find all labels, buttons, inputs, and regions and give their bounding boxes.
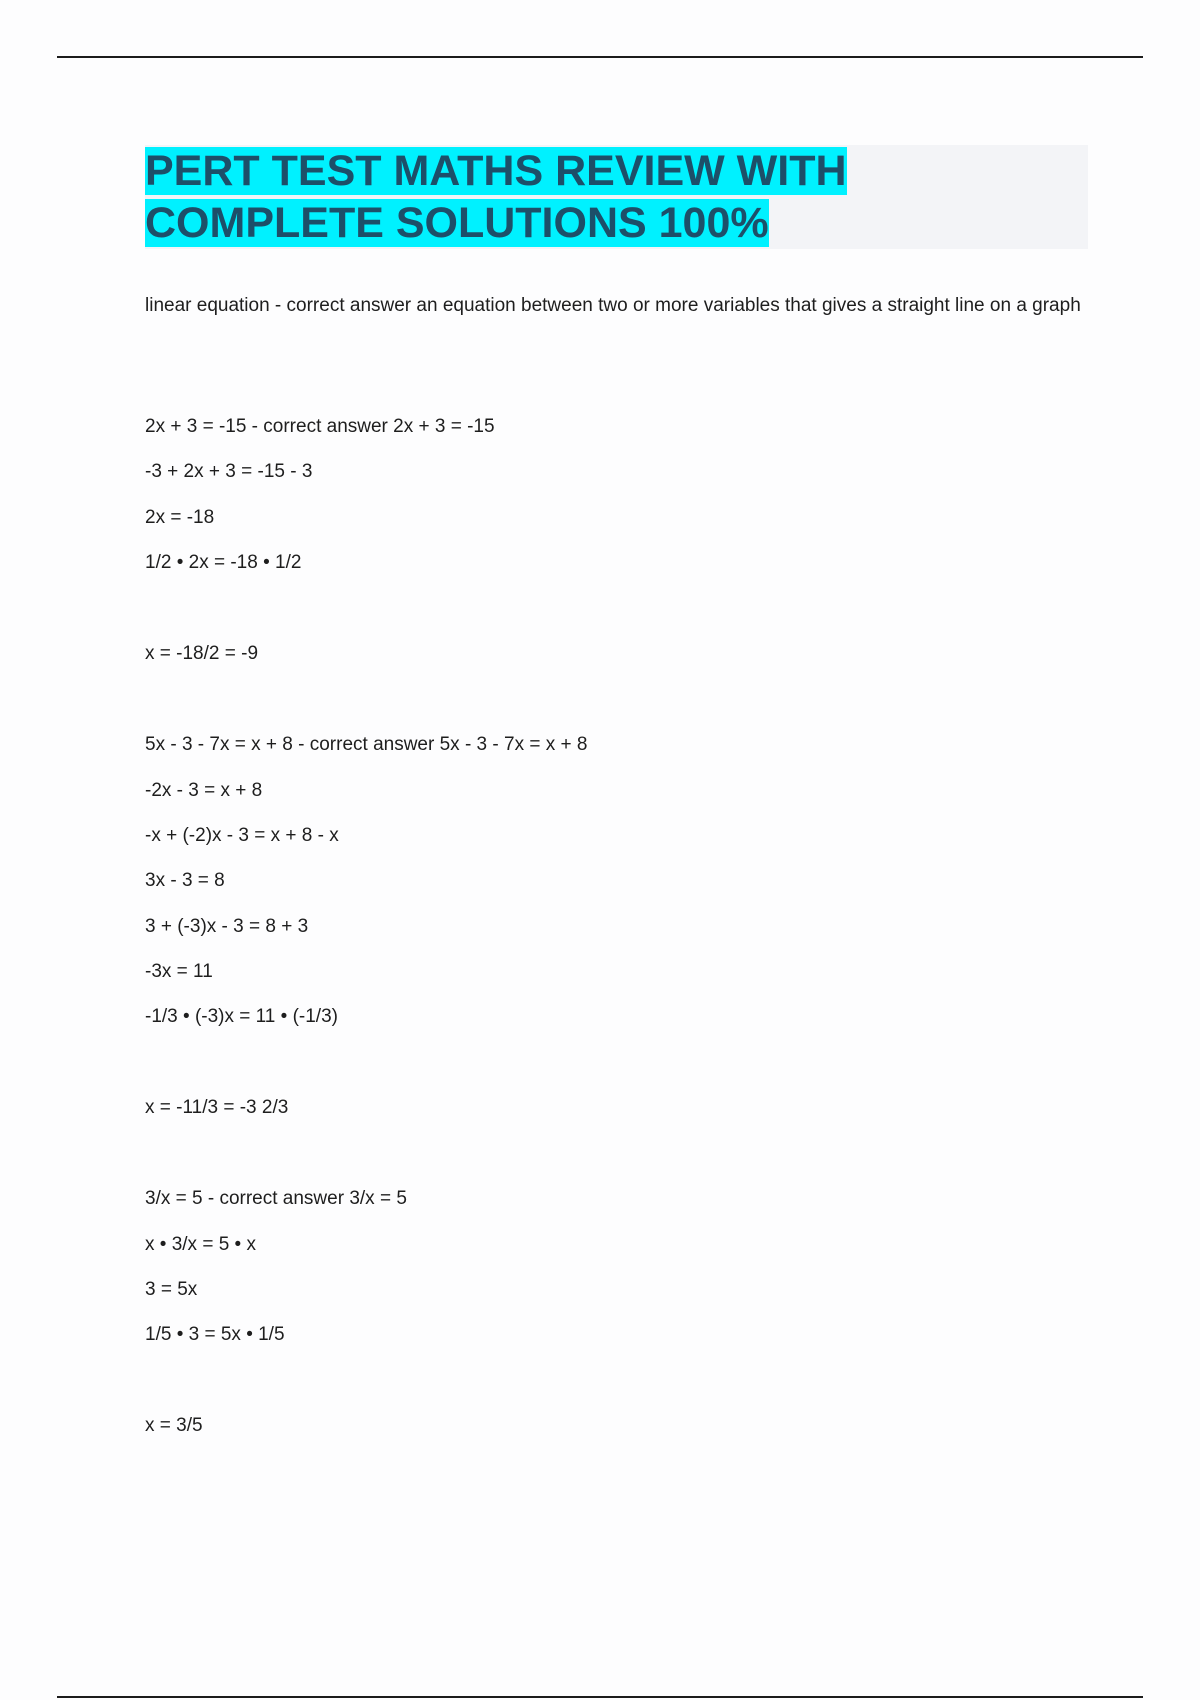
problem-2-step: 3x - 3 = 8 (145, 870, 225, 891)
title-line-2: COMPLETE SOLUTIONS 100% (145, 199, 769, 247)
problem-2-step: -2x - 3 = x + 8 (145, 780, 263, 801)
problem-1-step: -3 + 2x + 3 = -15 - 3 (145, 461, 313, 482)
header-rule (57, 56, 1143, 58)
problem-2-step: 3 + (-3)x - 3 = 8 + 3 (145, 916, 309, 937)
problem-2-step: -3x = 11 (145, 961, 213, 982)
problem-1-answer: x = -18/2 = -9 (145, 643, 259, 664)
problem-1-question: 2x + 3 = -15 - correct answer 2x + 3 = -15 (145, 416, 495, 437)
page-title (145, 145, 1088, 249)
problem-1-step: 1/2 • 2x = -18 • 1/2 (145, 552, 302, 573)
footer-rule (57, 1696, 1143, 1698)
problem-3-step: 1/5 • 3 = 5x • 1/5 (145, 1324, 285, 1345)
problem-3-question: 3/x = 5 - correct answer 3/x = 5 (145, 1188, 407, 1209)
title-line-1: PERT TEST MATHS REVIEW WITH (145, 147, 847, 195)
problem-3-step: 3 = 5x (145, 1279, 198, 1300)
problem-3-step: x • 3/x = 5 • x (145, 1234, 256, 1255)
problem-2-step: -x + (-2)x - 3 = x + 8 - x (145, 825, 339, 846)
problem-2-step: -1/3 • (-3)x = 11 • (-1/3) (145, 1006, 338, 1027)
definition-paragraph: linear equation - correct answer an equation between two or more variables that gives a straight line on a graph (145, 295, 1081, 316)
title-block (145, 145, 1088, 249)
problem-2-answer: x = -11/3 = -3 2/3 (145, 1097, 289, 1118)
problem-1-step: 2x = -18 (145, 507, 215, 528)
problem-2-question: 5x - 3 - 7x = x + 8 - correct answer 5x - 3 - 7x = x + 8 (145, 734, 588, 755)
problem-3-answer: x = 3/5 (145, 1415, 203, 1436)
